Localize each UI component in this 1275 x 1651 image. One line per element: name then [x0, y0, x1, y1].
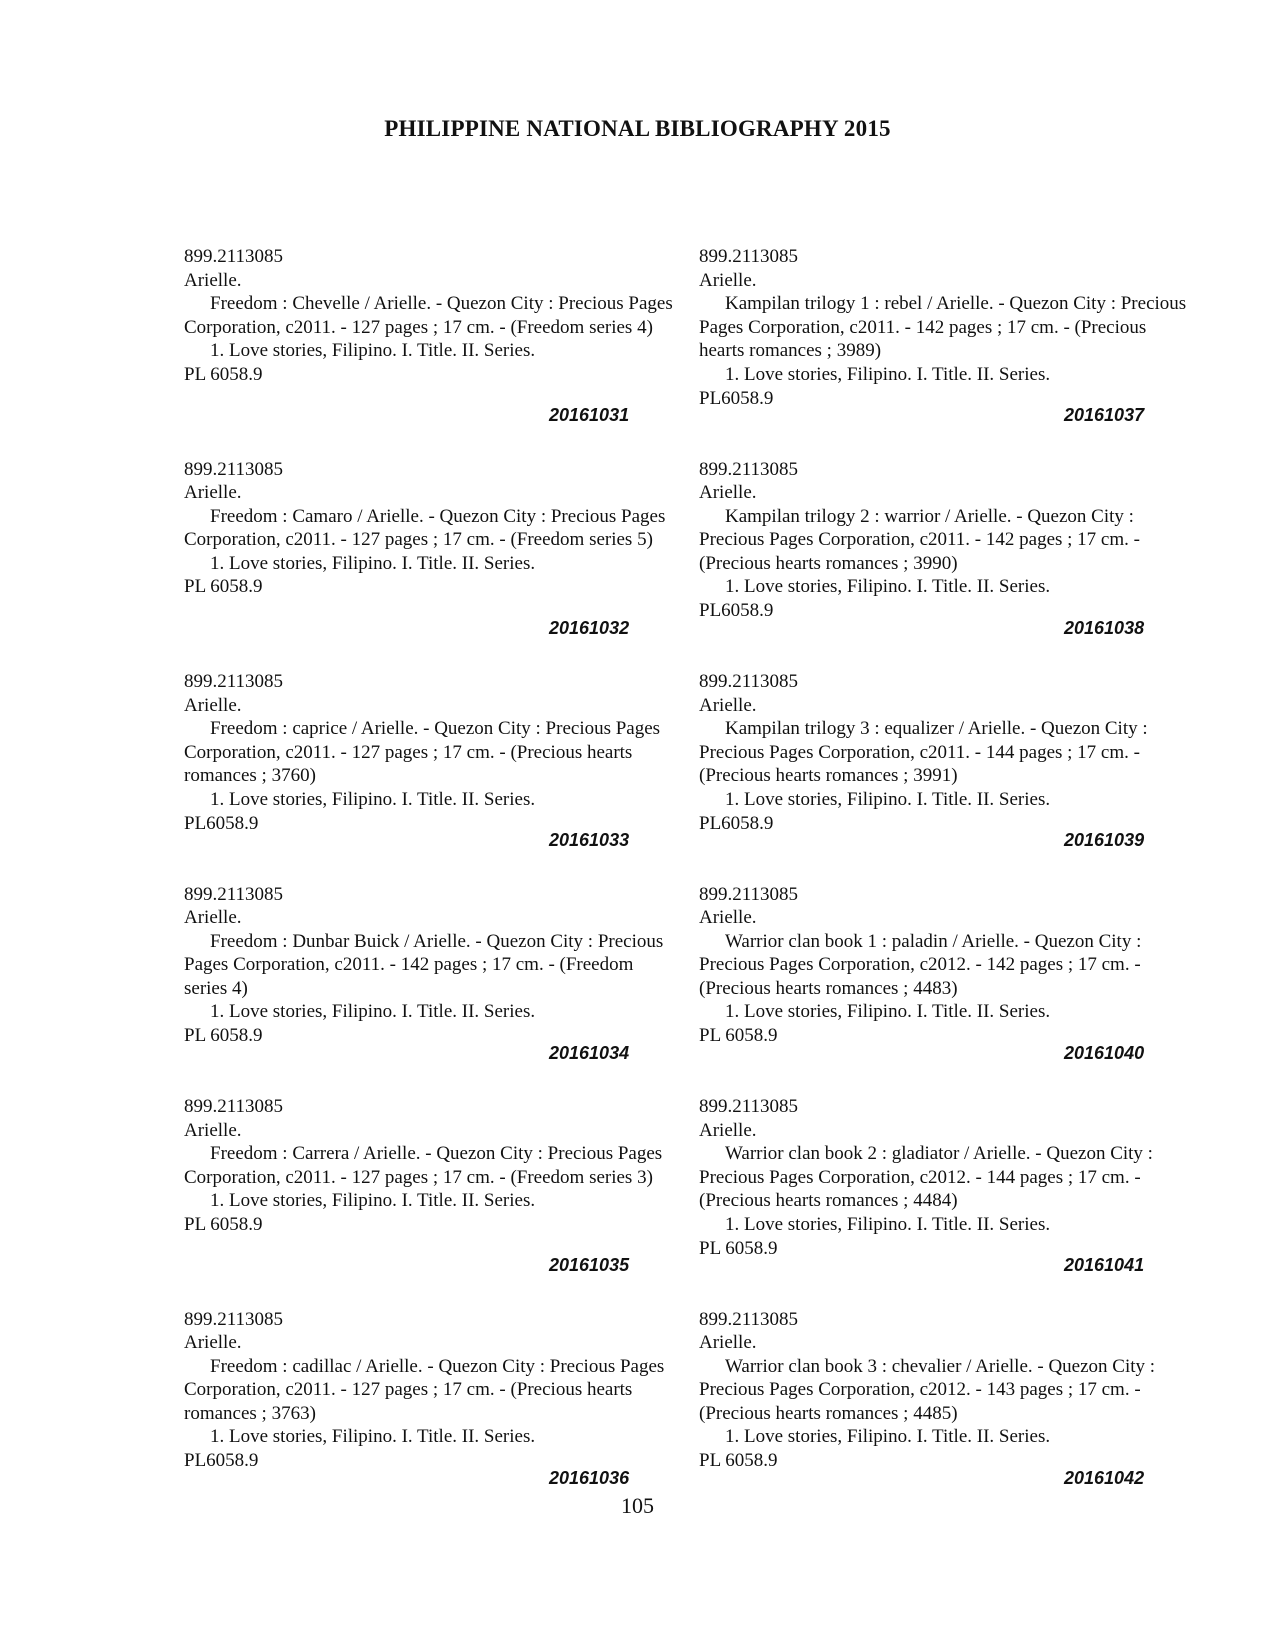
- accession-number: 20161040: [1064, 1042, 1145, 1063]
- author: Arielle.: [184, 907, 242, 929]
- call-number: PL6058.9: [184, 1450, 259, 1472]
- page-number: 105: [621, 1493, 654, 1518]
- call-number: PL6058.9: [699, 387, 774, 409]
- accession-number: 20161033: [549, 830, 630, 850]
- author: Arielle.: [184, 482, 242, 504]
- accession-number: 20161041: [1064, 1255, 1145, 1275]
- accession-number: 20161031: [549, 405, 630, 425]
- subject-headings: 1. Love stories, Filipino. I. Title. II. Series.: [725, 576, 1051, 598]
- accession-number: 20161036: [549, 1467, 630, 1488]
- class-number: 899.2113085: [184, 883, 284, 905]
- call-number: PL 6058.9: [184, 1025, 263, 1047]
- page-title: PHILIPPINE NATIONAL BIBLIOGRAPHY 2015: [384, 116, 891, 141]
- left-column: [184, 245, 674, 1520]
- description: Freedom : Camaro / Arielle. - Quezon City : Precious Pages Corporation, c2011. - 127 pages ; 17 cm. - (Freedom series 5): [184, 505, 666, 551]
- bibliographic-entry: [184, 1308, 674, 1521]
- subject-headings: 1. Love stories, Filipino. I. Title. II. Series.: [210, 1426, 536, 1448]
- description: Freedom : caprice / Arielle. - Quezon City : Precious Pages Corporation, c2011. - 127 pages ; 17 cm. - (Precious hearts romances ; 3760): [184, 718, 661, 787]
- author: Arielle.: [184, 1119, 242, 1141]
- subject-headings: 1. Love stories, Filipino. I. Title. II. Series.: [725, 788, 1051, 810]
- accession-number: 20161034: [549, 1042, 630, 1063]
- call-number: PL6058.9: [699, 600, 774, 622]
- bibliographic-entry: [699, 245, 1189, 458]
- right-column: [699, 245, 1189, 1520]
- description: Freedom : Carrera / Arielle. - Quezon City : Precious Pages Corporation, c2011. - 127 pages ; 17 cm. - (Freedom series 3): [184, 1143, 663, 1188]
- bibliographic-entry: [184, 458, 674, 671]
- accession-number: 20161038: [1064, 617, 1145, 638]
- accession-number: 20161032: [549, 617, 630, 638]
- accession-number: 20161039: [1064, 830, 1145, 850]
- author: Arielle.: [184, 1332, 242, 1354]
- subject-headings: 1. Love stories, Filipino. I. Title. II. Series.: [210, 1001, 536, 1023]
- author: Arielle.: [699, 694, 757, 716]
- accession-number: 20161035: [549, 1255, 630, 1275]
- description: Warrior clan book 3 : chevalier / Arielle. - Quezon City : Precious Pages Corporation, c2012. - 143 pages ; 17 cm. - (Precious hearts romances ; 4485): [699, 1355, 1156, 1424]
- bibliographic-entry: [699, 670, 1189, 883]
- author: Arielle.: [699, 1119, 757, 1141]
- bibliographic-entry: [699, 1308, 1189, 1521]
- author: Arielle.: [699, 482, 757, 504]
- class-number: 899.2113085: [184, 246, 284, 267]
- bibliographic-entry: [699, 883, 1189, 1096]
- subject-headings: 1. Love stories, Filipino. I. Title. II. Series.: [725, 363, 1051, 385]
- author: Arielle.: [184, 694, 242, 716]
- description: Freedom : Chevelle / Arielle. - Quezon City : Precious Pages Corporation, c2011. - 127 pages ; 17 cm. - (Freedom series 4): [184, 293, 673, 338]
- class-number: 899.2113085: [699, 1096, 799, 1117]
- author: Arielle.: [699, 1332, 757, 1354]
- call-number: PL6058.9: [184, 812, 259, 834]
- description: Freedom : Dunbar Buick / Arielle. - Quezon City : Precious Pages Corporation, c2011. - 142 pages ; 17 cm. - (Freedom series 4): [184, 930, 664, 999]
- class-number: 899.2113085: [699, 458, 799, 480]
- class-number: 899.2113085: [699, 671, 799, 692]
- call-number: PL6058.9: [699, 812, 774, 834]
- description: Kampilan trilogy 1 : rebel / Arielle. - Quezon City : Precious Pages Corporation, c2011. - 142 pages ; 17 cm. - (Precious hearts romances ; 3989): [699, 293, 1187, 362]
- class-number: 899.2113085: [699, 246, 799, 267]
- class-number: 899.2113085: [184, 1096, 284, 1117]
- bibliographic-entry: [184, 883, 674, 1096]
- subject-headings: 1. Love stories, Filipino. I. Title. II. Series.: [210, 552, 536, 574]
- accession-number: 20161037: [1064, 405, 1145, 425]
- author: Arielle.: [184, 269, 242, 291]
- description: Warrior clan book 2 : gladiator / Arielle. - Quezon City : Precious Pages Corporation, c2012. - 144 pages ; 17 cm. - (Precious hearts romances ; 4484): [699, 1143, 1153, 1212]
- bibliographic-entry: [699, 1095, 1189, 1308]
- call-number: PL 6058.9: [699, 1450, 778, 1472]
- description: Kampilan trilogy 2 : warrior / Arielle. - Quezon City : Precious Pages Corporation, c2011. - 142 pages ; 17 cm. - (Precious hearts romances ; 3990): [699, 505, 1140, 574]
- accession-number: 20161042: [1064, 1467, 1145, 1488]
- class-number: 899.2113085: [184, 671, 284, 692]
- description: Freedom : cadillac / Arielle. - Quezon City : Precious Pages Corporation, c2011. - 127 pages ; 17 cm. - (Precious hearts romances ; 3763): [184, 1355, 665, 1424]
- call-number: PL 6058.9: [184, 1213, 263, 1235]
- bibliographic-entry: [699, 458, 1189, 671]
- class-number: 899.2113085: [699, 883, 799, 905]
- subject-headings: 1. Love stories, Filipino. I. Title. II. Series.: [725, 1001, 1051, 1023]
- call-number: PL 6058.9: [184, 363, 263, 385]
- bibliographic-entry: [184, 245, 674, 458]
- call-number: PL 6058.9: [699, 1237, 778, 1259]
- class-number: 899.2113085: [699, 1308, 799, 1330]
- description: Kampilan trilogy 3 : equalizer / Arielle. - Quezon City : Precious Pages Corporation, c2011. - 144 pages ; 17 cm. - (Precious hearts romances ; 3991): [699, 718, 1148, 787]
- description: Warrior clan book 1 : paladin / Arielle. - Quezon City : Precious Pages Corporation, c2012. - 142 pages ; 17 cm. - (Precious hearts romances ; 4483): [699, 930, 1142, 999]
- bibliographic-entry: [184, 1095, 674, 1308]
- class-number: 899.2113085: [184, 1308, 284, 1330]
- author: Arielle.: [699, 907, 757, 929]
- bibliographic-entry: [184, 670, 674, 883]
- subject-headings: 1. Love stories, Filipino. I. Title. II. Series.: [725, 1213, 1051, 1235]
- class-number: 899.2113085: [184, 458, 284, 480]
- subject-headings: 1. Love stories, Filipino. I. Title. II. Series.: [210, 340, 536, 362]
- call-number: PL 6058.9: [699, 1025, 778, 1047]
- subject-headings: 1. Love stories, Filipino. I. Title. II. Series.: [725, 1426, 1051, 1448]
- subject-headings: 1. Love stories, Filipino. I. Title. II. Series.: [210, 1190, 536, 1212]
- author: Arielle.: [699, 269, 757, 291]
- subject-headings: 1. Love stories, Filipino. I. Title. II. Series.: [210, 788, 536, 810]
- call-number: PL 6058.9: [184, 576, 263, 598]
